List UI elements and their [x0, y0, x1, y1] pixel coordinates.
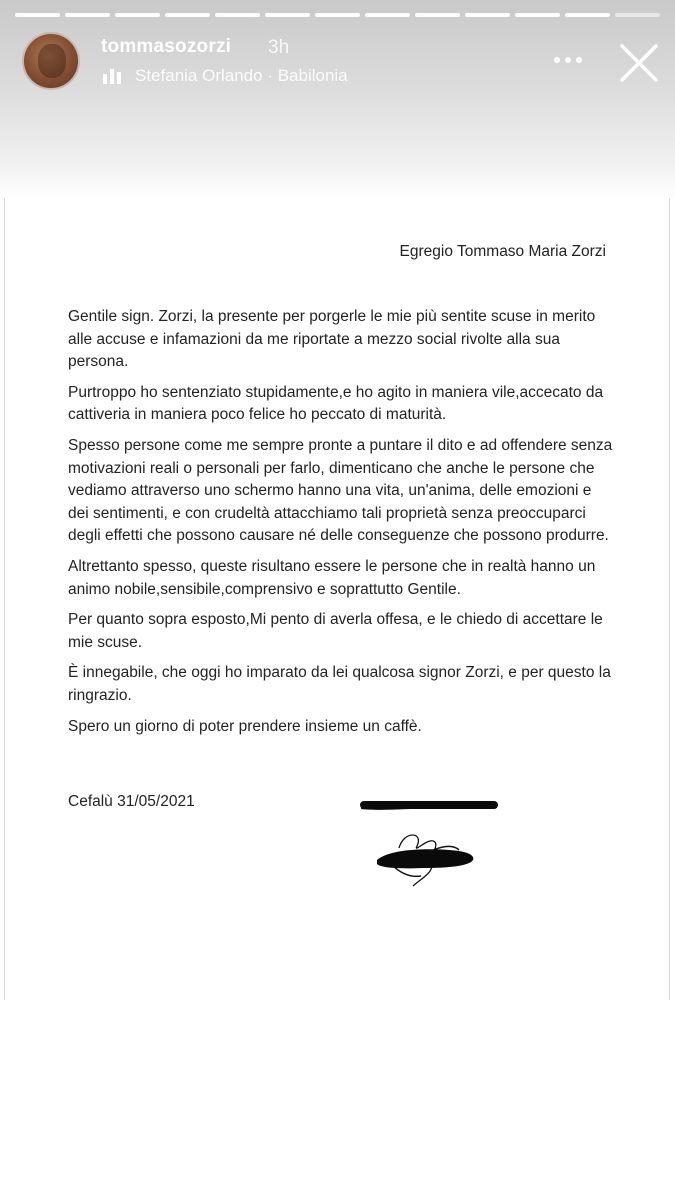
- letter-recipient: Egregio Tommaso Maria Zorzi: [399, 243, 606, 260]
- progress-segment: [65, 13, 110, 17]
- letter-paragraph: Purtroppo ho sentenziato stupidamente,e ho agito in maniera vile,accecato da cattiveria in maniera poco felice ho peccato di maturità.: [68, 383, 604, 424]
- close-icon[interactable]: [616, 40, 662, 86]
- story-timestamp: 3h: [268, 37, 290, 58]
- more-options-icon[interactable]: [548, 48, 588, 72]
- music-track-label: Stefania Orlando · Babilonia: [135, 66, 348, 85]
- progress-segment: [365, 13, 410, 17]
- redacted-signature: [369, 828, 479, 888]
- profile-avatar[interactable]: [22, 32, 80, 90]
- letter-paragraph: Spesso persone come me sempre pronte a puntare il dito e ad offendere senza motivazioni reali o personali per farlo, dimenticano che anche le persone che vediamo attraverso uno schermo hanno una vita, un'anima, delle emozioni e dei sentimenti, e con crudeltà attacchiamo tali proprietà senza preoccuparci degli effetti che possono causare né delle conseguenze che possono produrre.: [68, 436, 613, 545]
- progress-segment: [215, 13, 260, 17]
- letter-document: [4, 198, 670, 1000]
- letter-place-date: Cefalù 31/05/2021: [68, 793, 195, 810]
- story-progress-bar: [15, 13, 660, 17]
- progress-segment: [165, 13, 210, 17]
- equalizer-icon: [103, 69, 123, 84]
- letter-paragraph: Gentile sign. Zorzi, la presente per porgerle le mie più sentite scuse in merito alle accuse e infamazioni da me riportate a mezzo social rivolte alla sua persona.: [68, 308, 596, 371]
- story-username[interactable]: tommasozorzi: [101, 36, 232, 57]
- progress-segment: [415, 13, 460, 17]
- music-sticker[interactable]: [103, 66, 348, 86]
- letter-paragraph: Per quanto sopra esposto,Mi pento di averla offesa, e le chiedo di accettare le mie scuse.: [68, 611, 603, 651]
- header-gradient: [0, 0, 675, 200]
- letter-paragraph: Altrettanto spesso, queste risultano essere le persone che in realtà hanno un animo nobile,sensibile,comprensivo e soprattutto Gentile.: [68, 557, 596, 598]
- progress-segment: [15, 13, 60, 17]
- progress-segment: [615, 13, 660, 17]
- redacted-name-scribble: [356, 796, 502, 814]
- progress-segment: [565, 13, 610, 17]
- letter-paragraph: Spero un giorno di poter prendere insieme un caffè.: [68, 717, 422, 735]
- progress-segment: [465, 13, 510, 17]
- letter-body: [68, 306, 613, 746]
- progress-segment: [515, 13, 560, 17]
- story-bottom-area: [0, 1000, 675, 1200]
- progress-segment: [265, 13, 310, 17]
- letter-paragraph: È innegabile, che oggi ho imparato da lei qualcosa signor Zorzi, e per questo la ringrazio.: [68, 664, 611, 704]
- progress-segment: [315, 13, 360, 17]
- progress-segment: [115, 13, 160, 17]
